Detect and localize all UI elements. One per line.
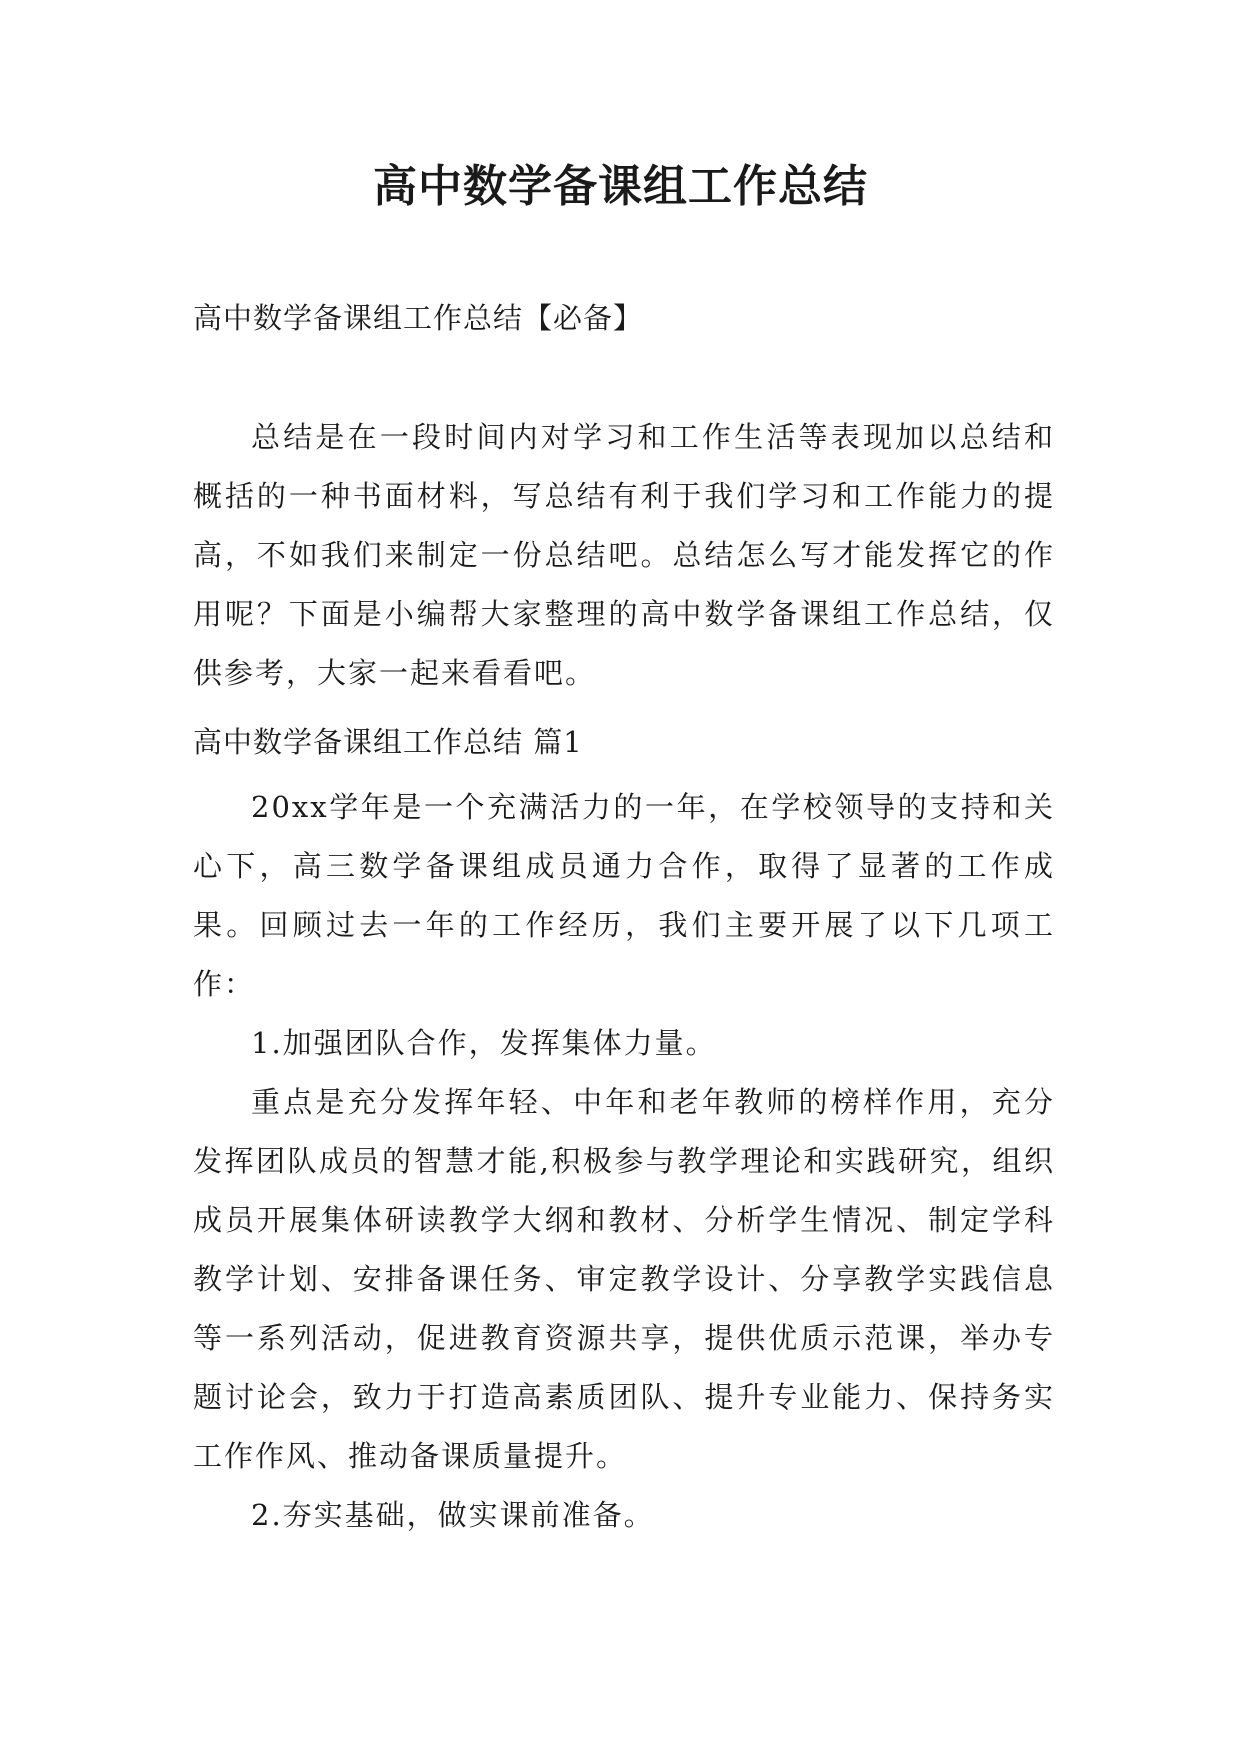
paragraph: 20xx学年是一个充满活力的一年，在学校领导的支持和关心下，高三数学备课组成员通力合作，取得了显著的工作成果。回顾过去一年的工作经历，我们主要开展了以下几项工作： <box>193 790 1055 1001</box>
section-heading: 高中数学备课组工作总结 篇1 <box>193 725 583 759</box>
list-item-heading: 2.夯实基础，做实课前准备。 <box>251 1498 655 1532</box>
document-title: 高中数学备课组工作总结 <box>373 161 868 212</box>
paragraph: 重点是充分发挥年轻、中年和老年教师的榜样作用，充分发挥团队成员的智慧才能,积极参与教学理论和实践研究，组织成员开展集体研读教学大纲和教材、分析学生情况、制定学科教学计划、安排备课任务、审定教学设计、分享教学实践信息等一系列活动，促进教育资源共享，提供优质示范课，举办专题讨论会，致力于打造高素质团队、提升专业能力、保持务实工作作风、推动备课质量提升。 <box>193 1085 1055 1473</box>
intro-paragraph: 总结是在一段时间内对学习和工作生活等表现加以总结和概括的一种书面材料，写总结有利于我们学习和工作能力的提高，不如我们来制定一份总结吧。总结怎么写才能发挥它的作用呢？下面是小编帮大家整理的高中数学备课组工作总结，仅供参考，大家一起来看看吧。 <box>193 420 1055 690</box>
section-body <box>193 778 1055 1545</box>
list-item-heading: 1.加强团队合作，发挥集体力量。 <box>251 1026 717 1060</box>
document-subtitle: 高中数学备课组工作总结【必备】 <box>193 301 644 335</box>
